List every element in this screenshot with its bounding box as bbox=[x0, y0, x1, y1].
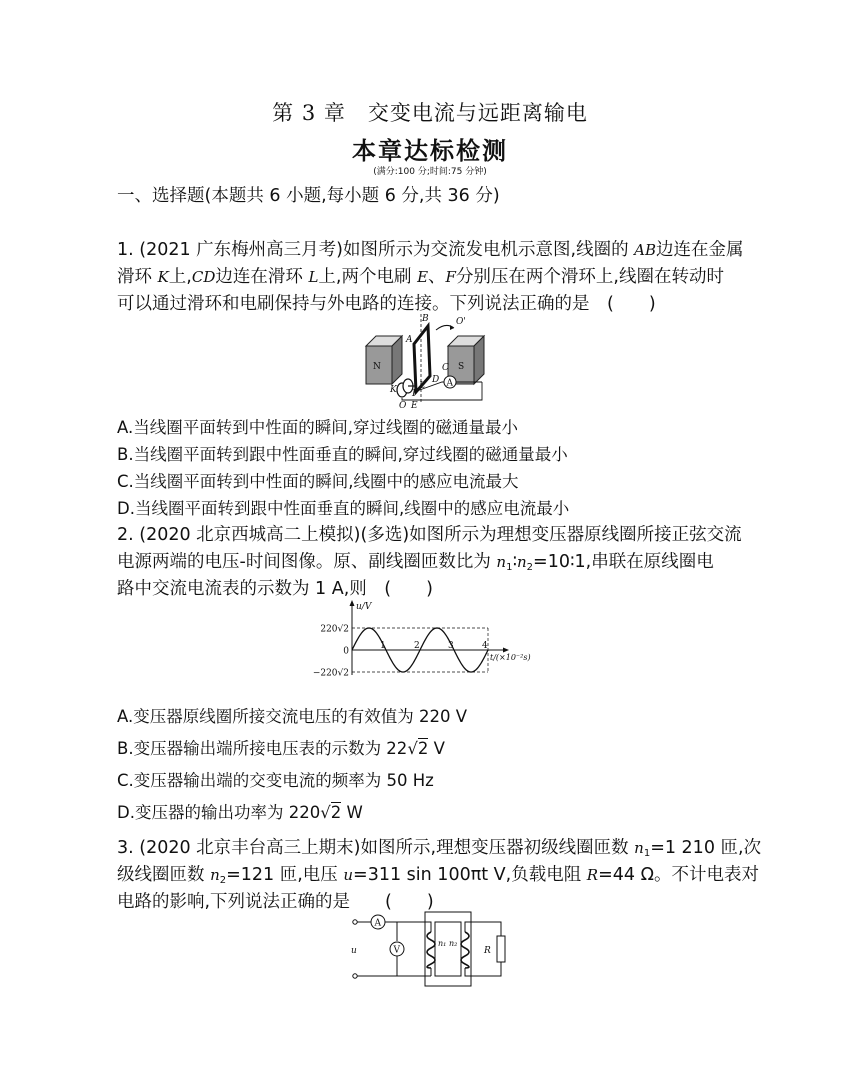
label-d: D bbox=[432, 375, 440, 385]
transformer-circuit-diagram bbox=[345, 910, 520, 990]
label-f: F bbox=[412, 389, 419, 399]
section-heading: 一、选择题(本题共 6 小题,每小题 6 分,共 36 分) bbox=[117, 186, 500, 206]
label-a: A bbox=[406, 335, 413, 345]
y-tick-label-0: 220√2 bbox=[320, 624, 349, 635]
x-tick-label-2: 2 bbox=[414, 641, 420, 651]
q1-option-c: C.当线圈平面转到中性面的瞬间,线圈中的感应电流最大 bbox=[117, 472, 519, 491]
voltage-time-chart bbox=[310, 597, 560, 677]
x-tick-label-1: 1 bbox=[380, 641, 386, 651]
q1-option-b: B.当线圈平面转到跟中性面垂直的瞬间,穿过线圈的磁通量最小 bbox=[117, 445, 568, 464]
q3-text-line-2: 级线圈匝数 $n_2=121$ 匝,电压 u=311 sin 100πt V,负载电阻 R=44 Ω。不计电表对 bbox=[117, 865, 759, 886]
label-o: O bbox=[399, 401, 407, 410]
load-resistor-label: R bbox=[484, 946, 491, 956]
q2-text-line-2: 电源两端的电压-时间图像。原、副线圈匝数比为 $n_1∶n_2=10∶1$,串联在原线圈电 bbox=[117, 552, 714, 573]
q1-option-a: A.当线圈平面转到中性面的瞬间,穿过线圈的磁通量最小 bbox=[117, 418, 518, 437]
magnet-n-label: N bbox=[373, 362, 381, 372]
x-axis-arrow bbox=[503, 648, 509, 653]
label-c: C bbox=[442, 363, 449, 373]
score-note: (满分:100 分;时间:75 分钟) bbox=[373, 167, 487, 177]
q2-option-c: C.变压器输出端的交变电流的频率为 50 Hz bbox=[117, 771, 434, 790]
q1-text-line-1: 1. (2021 广东梅州高三月考)如图所示为交流发电机示意图,线圈的 AB边连在金属 bbox=[117, 240, 744, 260]
chapter-title: 第 3 章 交变电流与远距离输电 bbox=[272, 101, 588, 125]
y-tick-label-1: 0 bbox=[343, 646, 349, 657]
ammeter-label: A bbox=[374, 918, 381, 929]
x-tick-label-4: 4 bbox=[482, 641, 488, 651]
q1-option-d: D.当线圈平面转到跟中性面垂直的瞬间,线圈中的感应电流最小 bbox=[117, 499, 570, 518]
input-voltage-label: u bbox=[351, 946, 357, 956]
q2-option-a: A.变压器原线圈所接交流电压的有效值为 220 V bbox=[117, 707, 468, 726]
q3-text-line-3: 电路的影响,下列说法正确的是 ( ) bbox=[117, 892, 434, 912]
label-k: K bbox=[390, 385, 397, 395]
y-axis-arrow bbox=[350, 600, 355, 606]
q2-option-d: D.变压器的输出功率为 220√2 W bbox=[117, 803, 363, 822]
y-axis-label: u/V bbox=[356, 602, 372, 612]
label-l: L bbox=[419, 381, 425, 391]
label-b: B bbox=[422, 314, 429, 324]
q2-text-line-3: 路中交流电流表的示数为 1 A,则 ( ) bbox=[117, 579, 433, 599]
q2-text-line-1: 2. (2020 北京西城高二上模拟)(多选)如图所示为理想变压器原线圈所接正弦交流 bbox=[117, 525, 742, 545]
magnet-s-label: S bbox=[458, 362, 465, 372]
primary-coil-label: n₁ bbox=[438, 939, 447, 948]
label-o-prime: O' bbox=[456, 317, 466, 327]
label-e: E bbox=[411, 401, 418, 410]
q2-option-b: B.变压器输出端所接电压表的示数为 22√2 V bbox=[117, 739, 445, 758]
generator-diagram bbox=[362, 312, 502, 410]
y-tick-label-2: −220√2 bbox=[312, 668, 349, 677]
q3-text-line-1: 3. (2020 北京丰台高三上期末)如图所示,理想变压器初级线圈匝数 $n_1=1$ 210 匝,次 bbox=[117, 838, 762, 859]
x-tick-label-3: 3 bbox=[448, 641, 454, 651]
page-title: 本章达标检测 bbox=[352, 137, 508, 165]
ammeter-label: A bbox=[446, 378, 453, 389]
x-axis-label: t/(×10⁻²s) bbox=[490, 653, 531, 662]
q1-text-line-2: 滑环 K上,CD边连在滑环 L上,两个电刷 E、F分别压在两个滑环上,线圈在转动时 bbox=[117, 267, 724, 287]
secondary-coil-label: n₂ bbox=[449, 939, 458, 948]
q1-text-line-3: 可以通过滑环和电刷保持与外电路的连接。下列说法正确的是 ( ) bbox=[117, 294, 656, 314]
voltmeter-label: V bbox=[393, 945, 400, 956]
